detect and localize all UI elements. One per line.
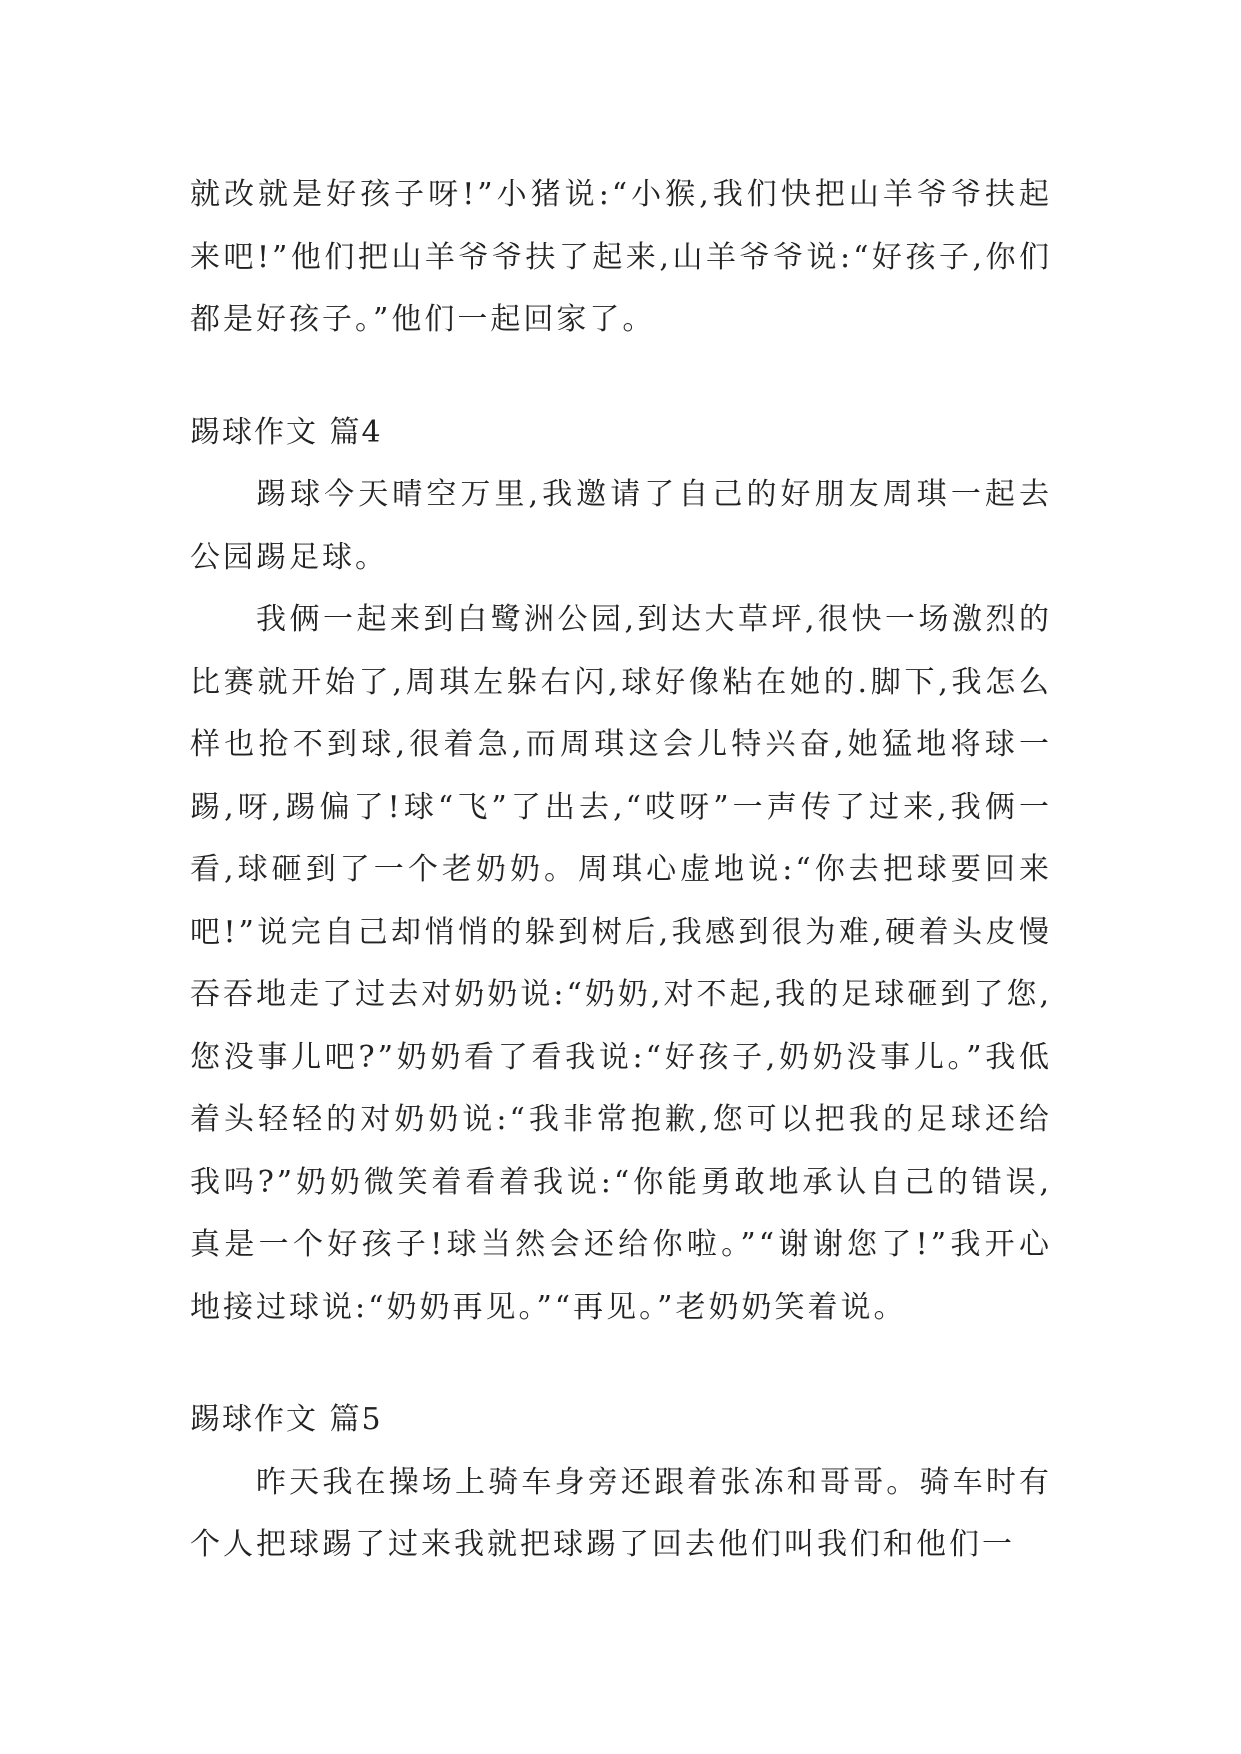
section-5-paragraph-1: 昨天我在操场上骑车身旁还跟着张冻和哥哥。骑车时有个人把球踢了过来我就把球踢了回去他们叫我们和他们一 [190, 1464, 1052, 1562]
section-gap [190, 1339, 1052, 1389]
section-5-heading: 踢球作文 篇5 [190, 1402, 383, 1437]
section-gap [190, 352, 1052, 402]
intro-paragraph: 就改就是好孩子呀!”小猪说:“小猴,我们快把山羊爷爷扶起来吧!”他们把山羊爷爷扶了起来,山羊爷爷说:“好孩子,你们都是好孩子。”他们一起回家了。 [190, 177, 1052, 337]
document-page [190, 164, 1052, 1577]
section-4-paragraph-1: 踢球今天晴空万里,我邀请了自己的好朋友周琪一起去公园踢足球。 [190, 477, 1052, 575]
section-4-heading: 踢球作文 篇4 [190, 414, 383, 450]
section-4-paragraph-2: 我俩一起来到白鹭洲公园,到达大草坪,很快一场激烈的比赛就开始了,周琪左躲右闪,球好像粘在她的.脚下,我怎么样也抢不到球,很着急,而周琪这会儿特兴奋,她猛地将球一踢,呀,踢偏了!球“飞”了出去,“哎呀”一声传了过来,我俩一看,球砸到了一个老奶奶。周琪心虚地说:“你去把球要回来吧!”说完自己却悄悄的躲到树后,我感到很为难,硬着头皮慢吞吞地走了过去对奶奶说:“奶奶,对不起,我的足球砸到了您,您没事儿吧?”奶奶看了看我说:“好孩子,奶奶没事儿。”我低着头轻轻的对奶奶说:“我非常抱歉,您可以把我的足球还给我吗?”奶奶微笑着看着我说:“你能勇敢地承认自己的错误,真是一个好孩子!球当然会还给你啦。”“谢谢您了!”我开心地接过球说:“奶奶再见。”“再见。”老奶奶笑着说。 [190, 602, 1052, 1325]
